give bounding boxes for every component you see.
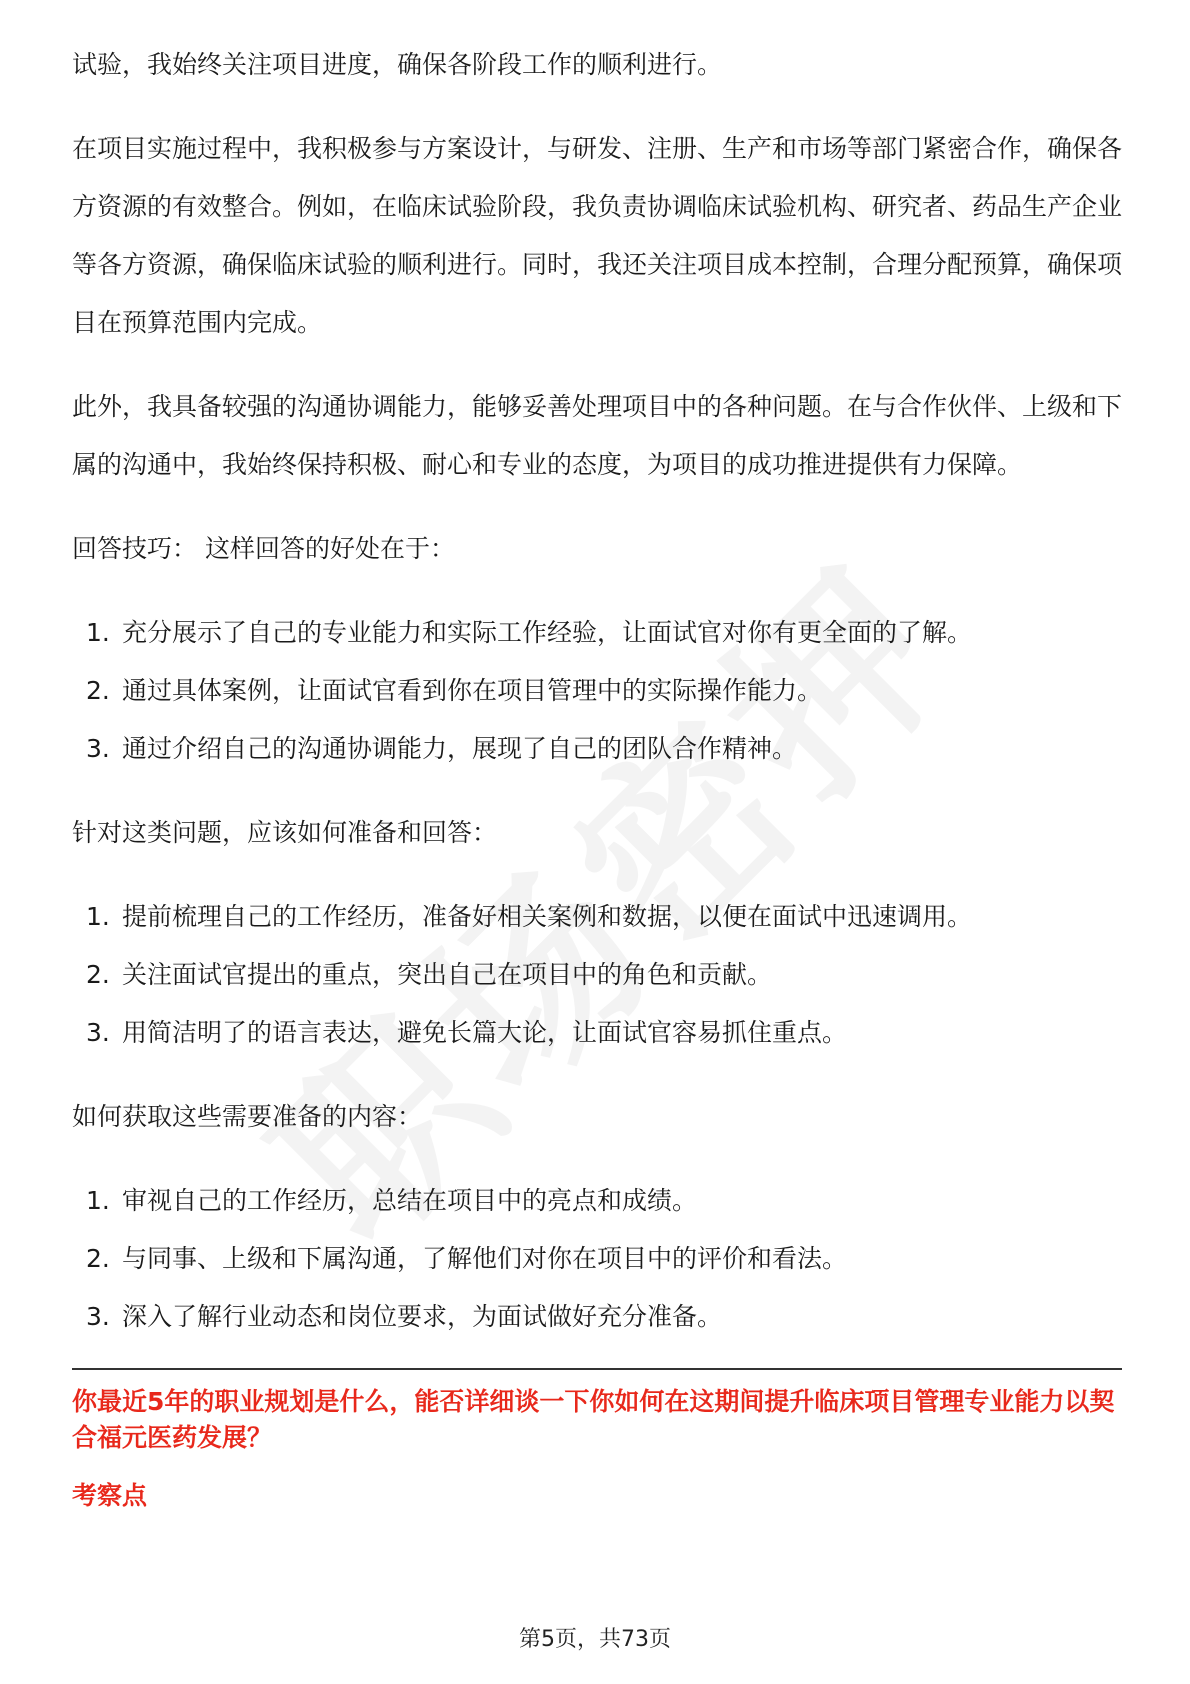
list-text: 通过介绍自己的沟通协调能力，展现了自己的团队合作精神。 xyxy=(122,734,798,763)
prepare-heading: 针对这类问题，应该如何准备和回答： xyxy=(72,818,498,847)
list-item xyxy=(72,1288,1122,1346)
list-text: 提前梳理自己的工作经历，准备好相关案例和数据，以便在面试中迅速调用。 xyxy=(122,902,973,931)
list-text: 充分展示了自己的专业能力和实际工作经验，让面试官对你有更全面的了解。 xyxy=(122,618,973,647)
prepare-list xyxy=(72,888,1122,1062)
list-number: 2. xyxy=(86,1244,110,1273)
list-item xyxy=(72,1004,1122,1062)
list-text: 通过具体案例，让面试官看到你在项目管理中的实际操作能力。 xyxy=(122,676,823,705)
list-text: 关注面试官提出的重点，突出自己在项目中的角色和贡献。 xyxy=(122,960,773,989)
list-number: 1. xyxy=(86,618,110,647)
list-item xyxy=(72,604,1122,662)
list-item xyxy=(72,720,1122,778)
obtain-list xyxy=(72,1172,1122,1346)
list-item xyxy=(72,888,1122,946)
paragraph: 试验，我始终关注项目进度，确保各阶段工作的顺利进行。 xyxy=(72,50,723,79)
document-body xyxy=(72,36,1122,1514)
obtain-heading: 如何获取这些需要准备的内容： xyxy=(72,1102,423,1131)
list-number: 3. xyxy=(86,1018,110,1047)
list-number: 3. xyxy=(86,1302,110,1331)
list-number: 2. xyxy=(86,676,110,705)
page-footer: 第5页，共73页 xyxy=(519,1627,671,1652)
list-item xyxy=(72,946,1122,1004)
list-number: 1. xyxy=(86,1186,110,1215)
paragraph: 此外，我具备较强的沟通协调能力，能够妥善处理项目中的各种问题。在与合作伙伴、上级和下属的沟通中，我始终保持积极、耐心和专业的态度，为项目的成功推进提供有力保障。 xyxy=(72,392,1123,479)
list-number: 3. xyxy=(86,734,110,763)
list-number: 2. xyxy=(86,960,110,989)
section-label: 考察点 xyxy=(72,1481,148,1510)
list-text: 与同事、上级和下属沟通，了解他们对你在项目中的评价和看法。 xyxy=(122,1244,848,1273)
tips-list xyxy=(72,604,1122,778)
paragraph: 在项目实施过程中，我积极参与方案设计，与研发、注册、生产和市场等部门紧密合作，确保各方资源的有效整合。例如，在临床试验阶段，我负责协调临床试验机构、研究者、药品生产企业等各方资源，确保临床试验的顺利进行。同时，我还关注项目成本控制，合理分配预算，确保项目在预算范围内完成。 xyxy=(72,134,1123,337)
list-number: 1. xyxy=(86,902,110,931)
list-item xyxy=(72,662,1122,720)
list-item xyxy=(72,1172,1122,1230)
list-text: 审视自己的工作经历，总结在项目中的亮点和成绩。 xyxy=(122,1186,698,1215)
question-heading: 你最近5年的职业规划是什么，能否详细谈一下你如何在这期间提升临床项目管理专业能力以契合福元医药发展？ xyxy=(72,1387,1115,1452)
section-divider xyxy=(72,1368,1122,1370)
list-text: 深入了解行业动态和岗位要求，为面试做好充分准备。 xyxy=(122,1302,723,1331)
list-text: 用简洁明了的语言表达，避免长篇大论，让面试官容易抓住重点。 xyxy=(122,1018,848,1047)
list-item xyxy=(72,1230,1122,1288)
tips-heading: 回答技巧： 这样回答的好处在于： xyxy=(72,534,455,563)
